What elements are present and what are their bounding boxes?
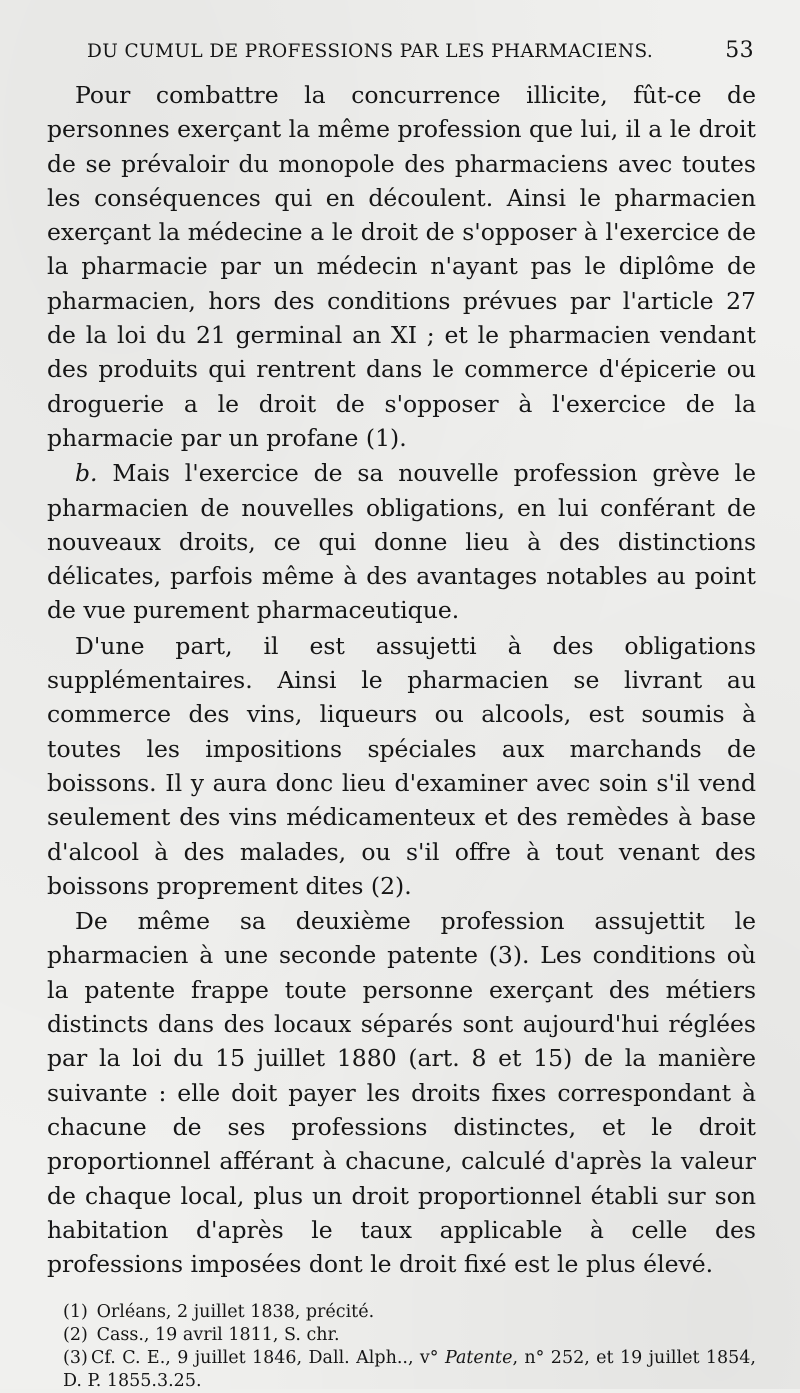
page-number: 53 — [725, 38, 754, 63]
running-header — [87, 38, 756, 68]
footnote-italic-text: Patente — [444, 1348, 513, 1369]
paragraph-marker: b. — [75, 459, 98, 488]
footnote-mark: (3) — [63, 1348, 88, 1369]
footnote-text: , n° 252, et 19 juillet 1854, D. P. 1855.3.25. — [63, 1348, 756, 1392]
footnote-text: Cf. C. E., 9 juillet 1846, Dall. Alph.., v° — [91, 1348, 445, 1369]
footnote — [47, 1347, 756, 1393]
paragraph — [47, 904, 756, 1281]
footnote — [47, 1324, 756, 1347]
footnote-mark: (1) — [63, 1302, 88, 1323]
paragraph — [47, 456, 756, 627]
paragraph-text: D'une part, il est assujetti à des obligations supplémentaires. Ainsi le pharmacien se livrant au commerce des vins, liqueurs ou alcools, est soumis à toutes les impositions spéciales aux marchands de boissons. Il y aura donc lieu d'examiner avec soin s'il vend seulement des vins médicamenteux et des remèdes à base d'alcool à des malades, ou s'il offre à tout venant des boissons proprement dites (2). — [47, 631, 756, 900]
footnotes — [47, 1301, 756, 1393]
paragraph — [47, 629, 756, 903]
running-title: DU CUMUL DE PROFESSIONS PAR LES PHARMACIENS. — [87, 41, 654, 62]
footnote-text: Cass., 19 avril 1811, S. chr. — [96, 1325, 340, 1346]
paragraph — [47, 78, 756, 455]
paragraph-text: De même sa deuxième profession assujettit le pharmacien à une seconde patente (3). Les conditions où la patente frappe toute personne exerçant des métiers distincts dans des locaux séparés sont aujourd'hui réglées par la loi du 15 juillet 1880 (art. 8 et 15) de la manière suivante : elle doit payer les droits fixes correspondant à chacune de ses professions distinctes, et le droit proportionnel afférant à chacune, calculé d'après la valeur de chaque local, plus un droit proportionnel établi sur son habitation d'après le taux applicable à celle des professions imposées dont le droit fixé est le plus élevé. — [47, 907, 756, 1279]
paragraph-text: Pour combattre la concurrence illicite, fût-ce de personnes exerçant la même profession que lui, il a le droit de se prévaloir du monopole des pharmaciens avec toutes les conséquences qui en découlent. Ainsi le pharmacien exerçant la médecine a le droit de s'opposer à l'exercice de la pharmacie par un médecin n'ayant pas le diplôme de pharmacien, hors des conditions prévues par l'article 27 de la loi du 21 germinal an XI ; et le pharmacien vendant des produits qui rentrent dans le commerce d'épicerie ou droguerie a le droit de s'opposer à l'exercice de la pharmacie par un profane (1). — [47, 81, 756, 452]
paragraph-text: Mais l'exercice de sa nouvelle profession grève le pharmacien de nouvelles obligations, en lui conférant de nouveaux droits, ce qui donne lieu à des distinctions délicates, parfois même à des avantages notables au point de vue purement pharmaceutique. — [47, 459, 756, 625]
footnote-mark: (2) — [63, 1325, 88, 1346]
footnote-text: Orléans, 2 juillet 1838, précité. — [96, 1302, 375, 1323]
body-text — [47, 78, 756, 1281]
footnote — [47, 1301, 756, 1324]
